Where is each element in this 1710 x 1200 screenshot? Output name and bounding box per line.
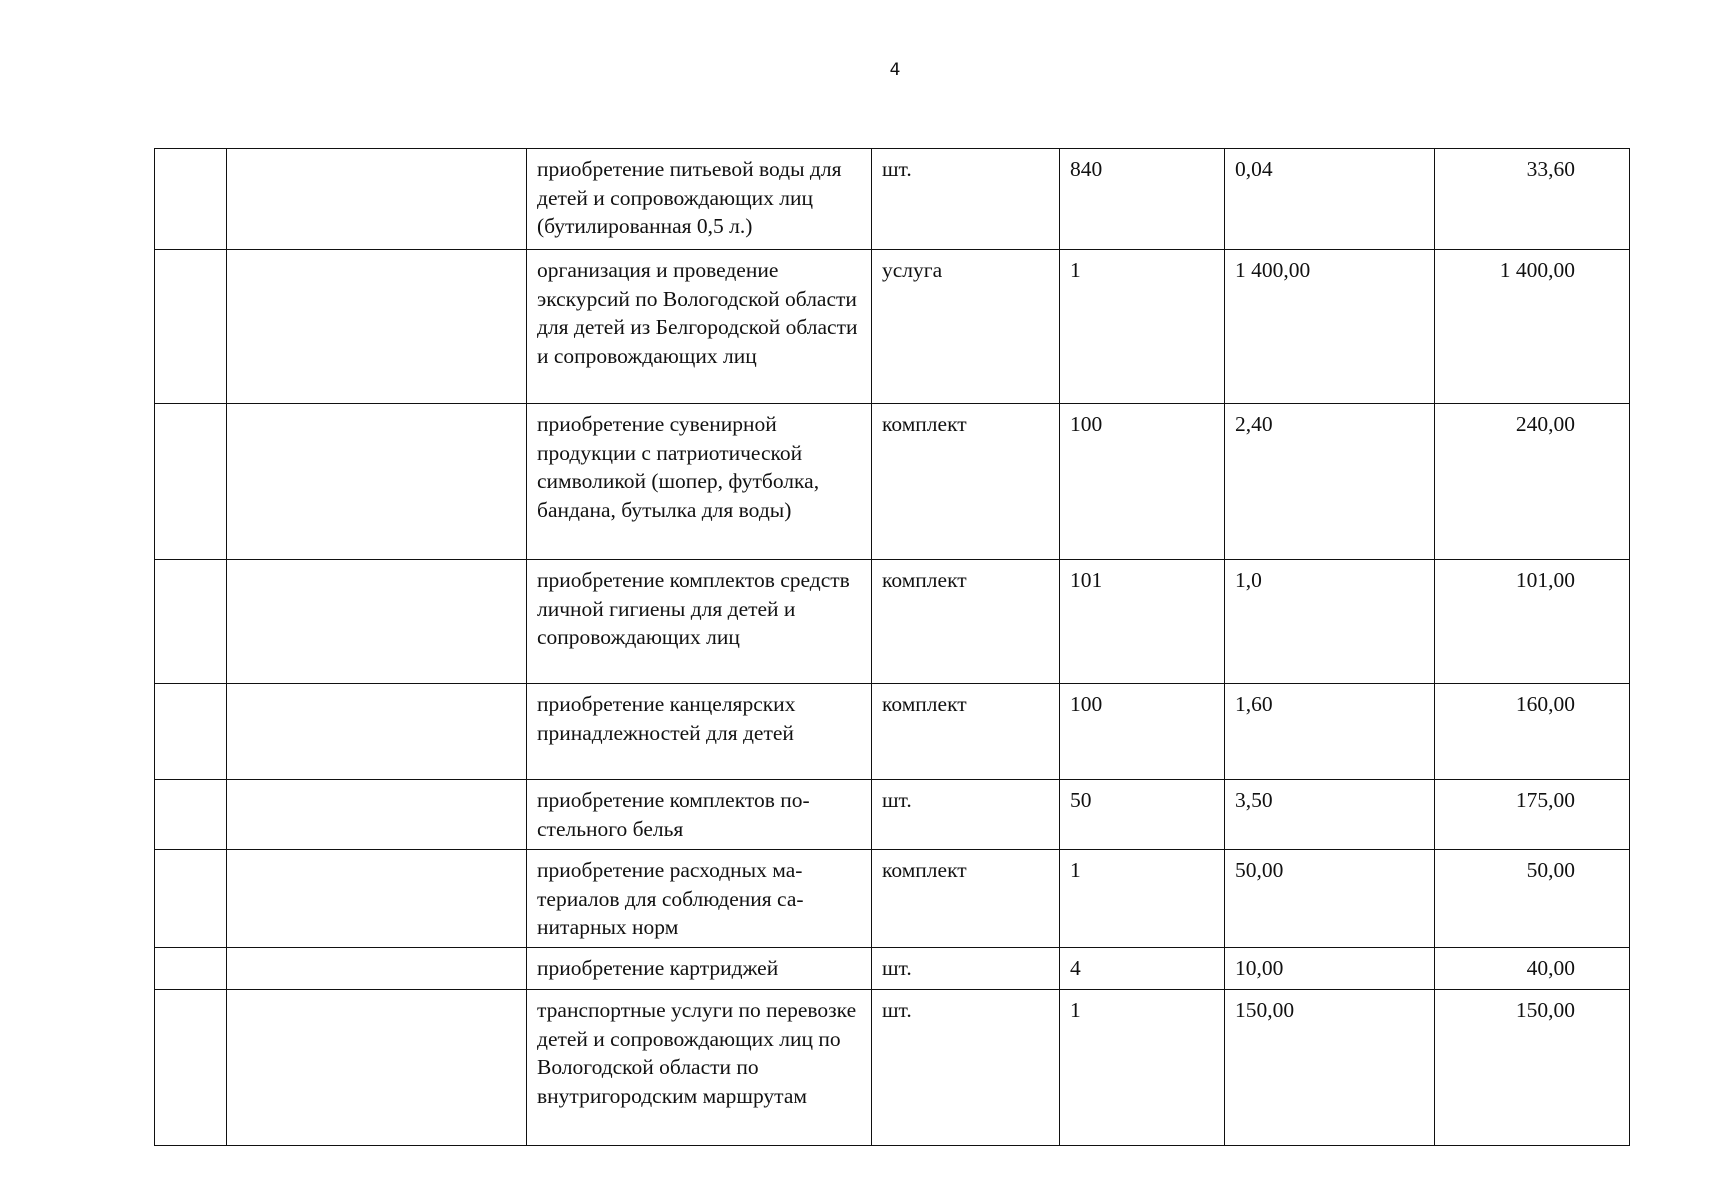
- cell-total: 101,00: [1435, 560, 1630, 684]
- cell-unit: комплект: [872, 684, 1060, 780]
- cell-recipient: [227, 948, 527, 990]
- table-row: [155, 990, 1630, 1146]
- cell-price: 150,00: [1225, 990, 1435, 1146]
- cell-index: [155, 250, 227, 404]
- cell-expense-name: приобретение комплектов средств личной гигиены для детей и сопровождающих лиц: [527, 560, 872, 684]
- cell-quantity: 4: [1060, 948, 1225, 990]
- cell-expense-name: транспортные услуги по перевозке детей и сопровождающих лиц по Вологодской области по внутригородским маршрутам: [527, 990, 872, 1146]
- table-row: [155, 684, 1630, 780]
- table-row: [155, 560, 1630, 684]
- cell-total: 33,60: [1435, 149, 1630, 250]
- cell-recipient: [227, 990, 527, 1146]
- cell-expense-name: приобретение расходных материалов для соблюдения санитарных норм: [527, 850, 872, 948]
- cell-unit: шт.: [872, 990, 1060, 1146]
- table-row: [155, 250, 1630, 404]
- cell-index: [155, 404, 227, 560]
- cell-unit: шт.: [872, 948, 1060, 990]
- cell-price: 2,40: [1225, 404, 1435, 560]
- cell-quantity: 1: [1060, 250, 1225, 404]
- cell-index: [155, 990, 227, 1146]
- cell-quantity: 100: [1060, 684, 1225, 780]
- cell-recipient: [227, 684, 527, 780]
- cell-unit: комплект: [872, 850, 1060, 948]
- budget-table: [154, 148, 1630, 1146]
- cell-recipient: [227, 404, 527, 560]
- cell-quantity: 101: [1060, 560, 1225, 684]
- cell-expense-name: приобретение сувенирной продукции с патриотической символикой (шопер, футболка, бандана, бутылка для воды): [527, 404, 872, 560]
- cell-price: 10,00: [1225, 948, 1435, 990]
- cell-recipient: [227, 780, 527, 850]
- cell-index: [155, 850, 227, 948]
- cell-expense-name: приобретение канцелярских принадлежностей для детей: [527, 684, 872, 780]
- cell-index: [155, 780, 227, 850]
- table-row: [155, 850, 1630, 948]
- cell-price: 1,60: [1225, 684, 1435, 780]
- cell-expense-name: приобретение комплектов постельного белья: [527, 780, 872, 850]
- cell-index: [155, 560, 227, 684]
- cell-price: 1,0: [1225, 560, 1435, 684]
- cell-quantity: 50: [1060, 780, 1225, 850]
- cell-total: 160,00: [1435, 684, 1630, 780]
- cell-quantity: 840: [1060, 149, 1225, 250]
- cell-unit: комплект: [872, 404, 1060, 560]
- cell-unit: шт.: [872, 780, 1060, 850]
- cell-price: 50,00: [1225, 850, 1435, 948]
- cell-recipient: [227, 149, 527, 250]
- cell-recipient: [227, 250, 527, 404]
- cell-recipient: [227, 850, 527, 948]
- cell-recipient: [227, 560, 527, 684]
- page-number: 4: [889, 60, 901, 80]
- table-row: [155, 404, 1630, 560]
- cell-total: 1 400,00: [1435, 250, 1630, 404]
- cell-index: [155, 948, 227, 990]
- cell-total: 40,00: [1435, 948, 1630, 990]
- table-row: [155, 780, 1630, 850]
- cell-expense-name: приобретение питьевой воды для детей и сопровождающих лиц (бутилированная 0,5 л.): [527, 149, 872, 250]
- cell-index: [155, 149, 227, 250]
- cell-price: 0,04: [1225, 149, 1435, 250]
- cell-unit: комплект: [872, 560, 1060, 684]
- cell-expense-name: организация и проведение экскурсий по Вологодской области для детей из Белгородской области и сопровождающих лиц: [527, 250, 872, 404]
- cell-total: 50,00: [1435, 850, 1630, 948]
- cell-unit: шт.: [872, 149, 1060, 250]
- cell-unit: услуга: [872, 250, 1060, 404]
- cell-quantity: 1: [1060, 850, 1225, 948]
- table-row: [155, 149, 1630, 250]
- cell-price: 3,50: [1225, 780, 1435, 850]
- cell-expense-name: приобретение картриджей: [527, 948, 872, 990]
- table-row: [155, 948, 1630, 990]
- cell-index: [155, 684, 227, 780]
- cell-total: 240,00: [1435, 404, 1630, 560]
- cell-quantity: 1: [1060, 990, 1225, 1146]
- cell-quantity: 100: [1060, 404, 1225, 560]
- cell-total: 150,00: [1435, 990, 1630, 1146]
- cell-price: 1 400,00: [1225, 250, 1435, 404]
- cell-total: 175,00: [1435, 780, 1630, 850]
